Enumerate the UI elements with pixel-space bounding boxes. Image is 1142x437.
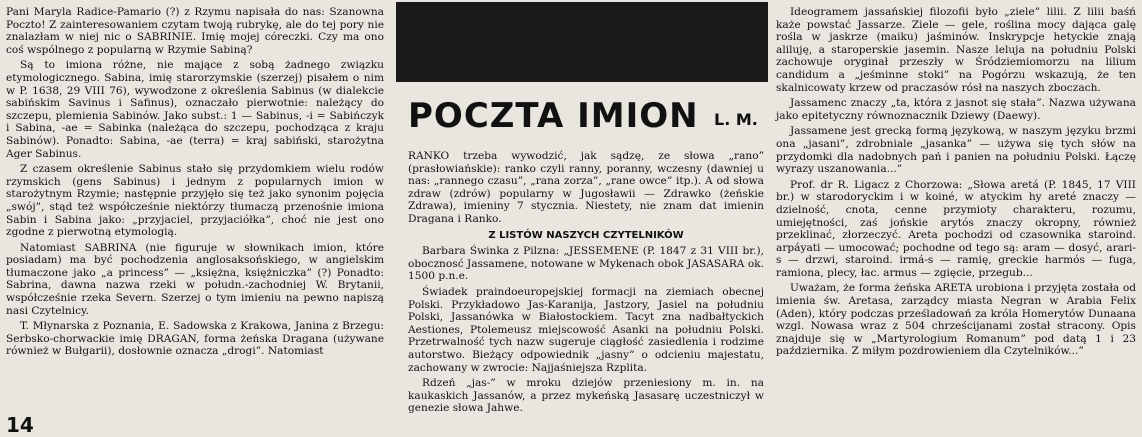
column-middle xyxy=(408,150,764,418)
paragraph: Prof. dr R. Ligacz z Chorzowa: „Słowa aretá (P. 1845, 17 VIII br.) w starodoryckim i w koiné, w atyckim hy areté znaczy — dzielność, cnota, cenne przymioty charakteru, rozumu, umiejętności, zaś jońskie arytós znaczy okropny, również przeklinać, złorzeczyć. Areta pochodzi od czasownika staroind. arpáyati — umocować; pochodne od tego są: aram — dosyć, arari-s — drzwi, staroind. irmá-s — ramię, greckie harmós — fuga, ramiona, plecy, łac. armus — zgięcie, przegub... xyxy=(776,178,1136,279)
paragraph: Są to imiona różne, nie mające z sobą żadnego związku etymologicznego. Sabina, imię starorzymskie (szerzej) pisałem o nim w P. 1638, 29 VIII 76), wywodzone z określenia Sabinus (w dialekcie sabińskim Savinus i Safinus), oznaczało pierwotnie: należący do szczepu, plemienia Sabinów. Jako subst.: 1 — Sabinus, -i = Sabińczyk i Sabina, -ae = Sabinka (należąca do szczepu, pochodząca z kraju Sabinów). Ponadto: Sabina, -ae (terra) = kraj sabiński, starożytna Ager Sabinus. xyxy=(6,59,384,160)
paragraph: RANKO trzeba wywodzić, jak sądzę, ze słowa „rano” (prasłowiańskie): ranko czyli ranny, poranny, wczesny (dawniej u nas: „rannego czasu”, „rana zorza”, „rane owce” itp.). A od słowa zdraw (zdrów) popularny w Jugosławii — Zdrawko (żeńskie Zdrawa), imieniny 7 stycznia. Niestety, nie znam dat imienin Dragana i Ranko. xyxy=(408,150,764,225)
section-subheading: Z LISTÓW NASZYCH CZYTELNIKÓW xyxy=(488,229,684,241)
paragraph: Natomiast SABRINA (nie figuruje w słownikach imion, które posiadam) ma być pochodzenia anglosaksońskiego, w angielskim tłumaczone jako „a princess” — „księżna, księżniczka” (?) Ponadto: Sabrina, dawna nazwa rzeki w połudn.-zachodniej W. Brytanii, współcześnie rzeka Severn. Szerzej o tym imieniu na pewno napiszą nasi Czytelnicy. xyxy=(6,241,384,317)
cyclists-illustration xyxy=(396,2,768,82)
paragraph: Pani Maryla Radice-Pamario (?) z Rzymu napisała do nas: Szanowna Poczto! Z zainteresowaniem czytam twoją rubrykę, ale do tej pory nie znalazłam w niej nic o SABRINIE. Imię mojej córeczki. Czy ma ono coś wspólnego z popularną w Rzymie Sabiną? xyxy=(6,6,384,56)
paragraph: Ideogramem jassańskiej filozofii było „ziele” lilii. Z lilii baśń każe powstać Jassarze. Ziele — gele, roślina mocy dająca galę rośla w jaskrze (maiku) jaśminów. Inskrypcje hetyckie znają aliluję, a staroperskie jasemin. Nasze leluja na południu Polski zachowuje oryginał przeszły w Śródziemiomorzu na lilium candidum a „jeśminne stoki” na Pogórzu wskazują, że ten skalnicowaty krzew od praczasów rósł na naszych zboczach. xyxy=(776,6,1136,94)
page-number: 14 xyxy=(6,413,34,437)
paragraph: Uważam, że forma żeńska ARETA urobiona i przyjęta została od imienia św. Aretasa, zarządcy miasta Negran w Arabia Felix (Aden), który podczas prześladowań za króla Homerytów Dunaana wzgl. Nowasa wraz z 504 chrześcijanami został stracony. Opis znajduje się w „Martyrologium Romanum” pod datą 1 i 23 października. Z miłym pozdrowieniem dla Czytelników...” xyxy=(776,282,1136,358)
column-title: POCZTA IMION xyxy=(408,96,699,136)
paragraph: Jassamenc znaczy „ta, która z jasnot się stała”. Nazwa używana jako epitetyczny równoznacznik Dziewy (Daewy). xyxy=(776,97,1136,122)
paragraph: Barbara Świnka z Pilzna: „JESSEMENE (P. 1847 z 31 VIII br.), obocznosć Jassamene, notowane w Mykenach obok JASASARA ok. 1500 p.n.e. xyxy=(408,245,764,283)
column-left xyxy=(6,6,384,361)
column-header xyxy=(396,2,768,148)
paragraph: T. Młynarska z Poznania, E. Sadowska z Krakowa, Janina z Brzegu: Serbsko-chorwackie imię DRAGAN, forma żeńska Dragana (używane również w Bułgarii), dosłownie oznacza „drogi”. Natomiast xyxy=(6,320,384,358)
paragraph: Jassamene jest grecką formą językową, w naszym języku brzmi ona „jasani”, zdrobniale „jasanka” — używa się tych słów na przydomki dla nadobnych pań i panien na południu Polski. Łączę wyrazy uszanowania...” xyxy=(776,125,1136,176)
paragraph: Świadek praindoeuropejskiej formacji na ziemiach obecnej Polski. Przykładowo Jas-Karanija, Jastzory, Jasiel na południu Polski, Jassanówka w Białostockiem. Tacyt zna nadbałtyckich Aestiones, Ptolemeusz miejscowość Asanki na południu Polski. Przetrwalność tych nazw sugeruje ciągłość zasiedlenia i rodzime autorstwo. Bieżący odpowiednik „jasny” o odcieniu majestatu, zachowany w zwrocie: Najjaśniejsza Rzplita. xyxy=(408,285,764,374)
paragraph: Rdzeń „jas-” w mroku dziejów przeniesiony m. in. na kaukaskich Jassanów, a przez mykeńską Jasasarę uczestniczył w genezie słowa Jahwe. xyxy=(408,377,764,415)
paragraph: Z czasem określenie Sabinus stało się przydomkiem wielu rodów rzymskich (gens Sabinus) i jednym z popularnych imion w starożytnym Rzymie; następnie przyjęło się też jako synonim pojęcia „swój”, stąd też współcześnie niektórzy tłumaczą przenośnie imiona Sabin i Sabina jako: „przyjaciel, przyjaciółka”, choć nie jest ono zgodne z pierwotną etymologią. xyxy=(6,163,384,239)
column-right xyxy=(776,6,1136,361)
column-author: L. M. xyxy=(714,110,758,129)
